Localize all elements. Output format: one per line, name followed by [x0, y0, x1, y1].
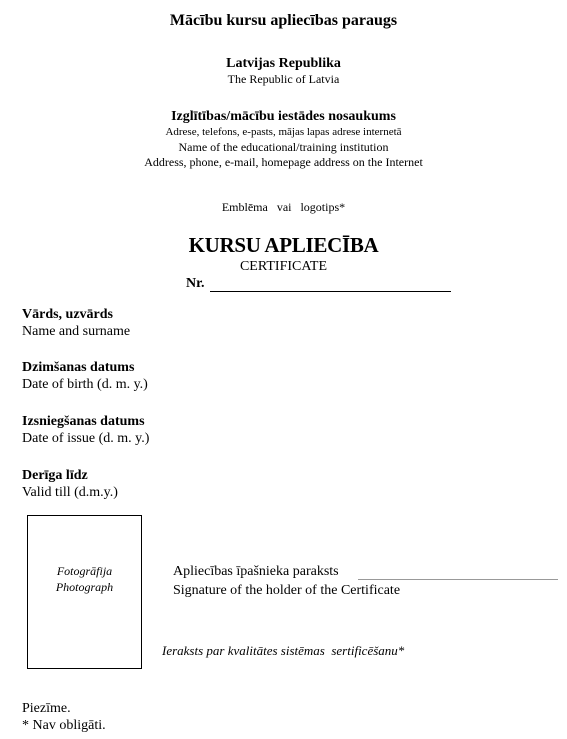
photo-label-en: Photograph: [55, 580, 114, 594]
country-name-en: The Republic of Latvia: [227, 72, 340, 86]
field-dob-label-en: Date of birth (d. m. y.): [22, 377, 148, 392]
institution-address-en: Address, phone, e-mail, homepage address on the Internet: [144, 155, 423, 169]
field-name-label-en: Name and surname: [22, 324, 131, 339]
field-issue-label-lv: Izsniegšanas datums: [22, 414, 145, 429]
certificate-subtitle: CERTIFICATE: [239, 259, 328, 274]
quality-certification-note: Ieraksts par kvalitātes sistēmas sertificēšanu*: [162, 643, 405, 658]
page-heading: Mācību kursu apliecības paraugs: [169, 12, 398, 29]
field-valid-label-lv: Derīga līdz: [22, 468, 88, 483]
emblem-placeholder: Emblēma vai logotips*: [221, 200, 346, 214]
field-valid-label-en: Valid till (d.m.y.): [22, 485, 118, 500]
institution-address-lv: Adrese, telefons, e-pasts, mājas lapas adrese internetā: [165, 126, 402, 138]
institution-name-en: Name of the educational/training institution: [178, 140, 389, 154]
certificate-number-line[interactable]: [210, 291, 451, 292]
field-dob-label-lv: Dzimšanas datums: [22, 360, 135, 375]
certificate-title: KURSU APLIECĪBA: [188, 233, 379, 257]
photo-label-lv: Fotogrāfija: [56, 564, 113, 578]
field-issue-label-en: Date of issue (d. m. y.): [22, 431, 150, 446]
footer-note-label: Piezīme.: [22, 701, 71, 716]
institution-title: Izglītības/mācību iestādes nosaukums: [171, 109, 396, 124]
certificate-number-label: Nr.: [186, 276, 205, 291]
footer-note-text: * Nav obligāti.: [22, 718, 106, 733]
field-name-label-lv: Vārds, uzvārds: [22, 307, 114, 322]
photo-placeholder-box: [27, 515, 142, 669]
signature-line[interactable]: [358, 579, 558, 580]
signature-label-lv: Apliecības īpašnieka paraksts: [173, 564, 339, 579]
country-name-lv: Latvijas Republika: [226, 56, 341, 71]
signature-label-en: Signature of the holder of the Certificate: [173, 583, 401, 598]
